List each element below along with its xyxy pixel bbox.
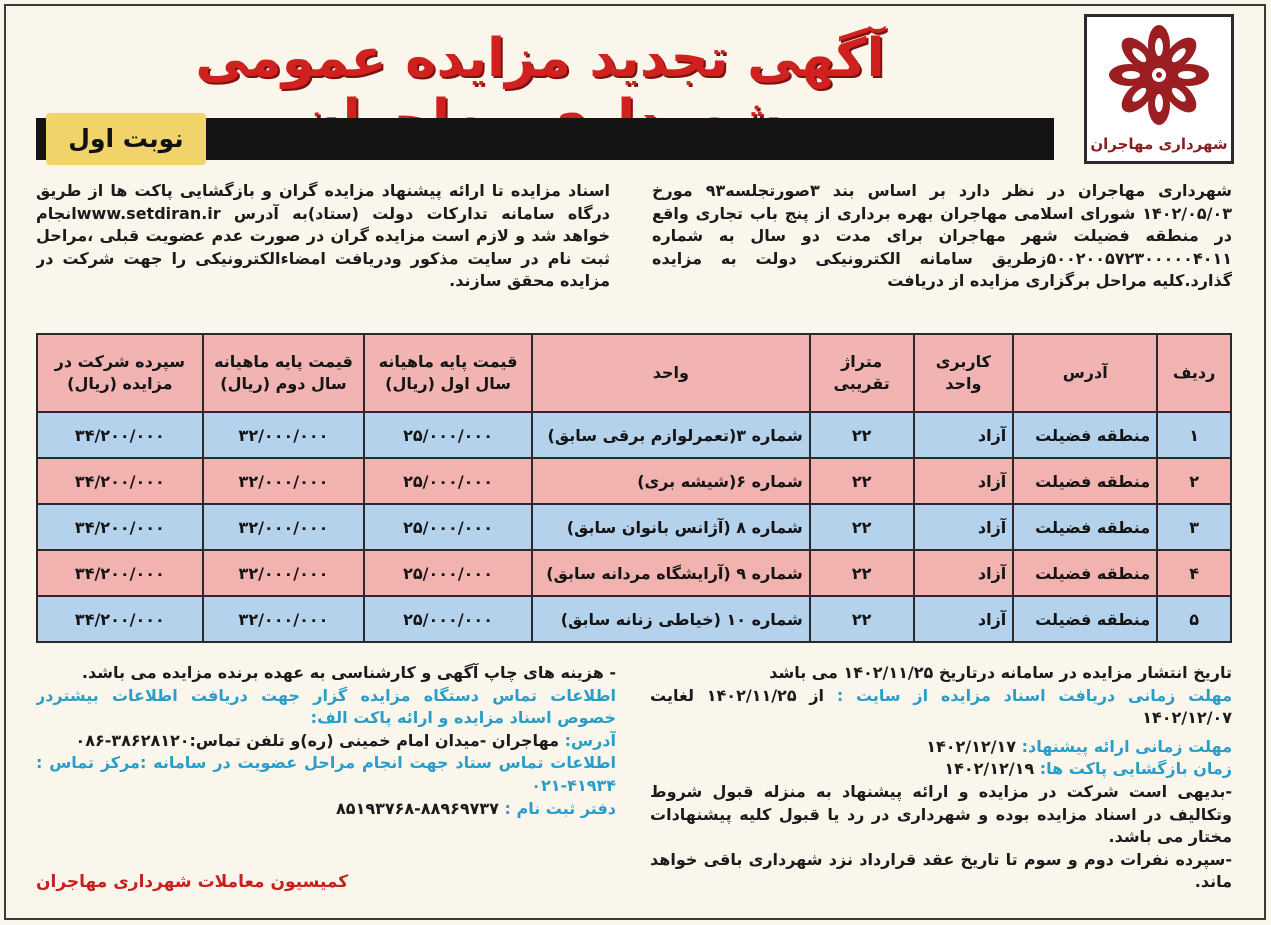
cell-area: ۲۲ xyxy=(810,412,914,458)
header-row-number: ردیف xyxy=(1157,334,1231,412)
cell-price-year2: ۳۲/۰۰۰/۰۰۰ xyxy=(203,458,365,504)
cell-price-year1: ۲۵/۰۰۰/۰۰۰ xyxy=(364,412,532,458)
cell-price-year2: ۳۲/۰۰۰/۰۰۰ xyxy=(203,412,365,458)
cell-price-year2: ۳۲/۰۰۰/۰۰۰ xyxy=(203,504,365,550)
table-header-row xyxy=(37,334,1231,412)
cell-price-year1: ۲۵/۰۰۰/۰۰۰ xyxy=(364,458,532,504)
cell-price-year1: ۲۵/۰۰۰/۰۰۰ xyxy=(364,550,532,596)
cell-unit: شماره ۹ (آرایشگاه مردانه سابق) xyxy=(532,550,810,596)
table-row xyxy=(37,412,1231,458)
cell-address: منطقه فضیلت xyxy=(1013,458,1157,504)
header-unit: واحد xyxy=(532,334,810,412)
cell-area: ۲۲ xyxy=(810,596,914,642)
logo-text: شهرداری مهاجران xyxy=(1090,135,1228,153)
cell-address: منطقه فضیلت xyxy=(1013,596,1157,642)
table-row xyxy=(37,458,1231,504)
round-badge: نوبت اول xyxy=(46,113,206,165)
cell-row-number: ۲ xyxy=(1157,458,1231,504)
cell-unit: شماره ۸ (آژانس بانوان سابق) xyxy=(532,504,810,550)
page-title: آگهی تجدید مزایده عمومی xyxy=(195,28,885,89)
setad-contact: اطلاعات تماس ستاد جهت انجام مراحل عضویت در سامانه :مرکز تماس : ۴۱۹۳۴-۰۲۱ xyxy=(36,753,616,795)
cell-unit: شماره ۳(تعمرلوازم برقی سابق) xyxy=(532,412,810,458)
cell-row-number: ۴ xyxy=(1157,550,1231,596)
header-deposit: سپرده شرکت در مزایده (ریال) xyxy=(37,334,203,412)
cell-unit: شماره ۶(شیشه بری) xyxy=(532,458,810,504)
cell-price-year2: ۳۲/۰۰۰/۰۰۰ xyxy=(203,596,365,642)
opening-date-value: ۱۴۰۲/۱۲/۱۹ xyxy=(944,759,1035,779)
cell-deposit: ۳۴/۲۰۰/۰۰۰ xyxy=(37,412,203,458)
cell-price-year2: ۳۲/۰۰۰/۰۰۰ xyxy=(203,550,365,596)
opening-date-label: زمان بازگشایی پاکت ها: xyxy=(1039,759,1232,779)
municipality-logo xyxy=(1084,14,1234,164)
auction-table xyxy=(36,333,1232,643)
table-row xyxy=(37,504,1231,550)
cell-use: آزاد xyxy=(914,504,1014,550)
address-value: مهاجران -میدان امام خمینی (ره)و تلفن تماس:۳۸۶۲۸۱۲۰-۰۸۶ xyxy=(75,730,560,750)
flower-emblem-icon xyxy=(1107,23,1211,127)
intro-paragraph-right: شهرداری مهاجران در نظر دارد بر اساس بند ۳صورتجلسه۹۳ مورخ ۱۴۰۲/۰۵/۰۳ شورای اسلامی مهاجران بهره برداری از پنج باب تجاری واقع در منطقه فضیلت شهر مهاجران برای مدت دو سال به شماره ۵۰۰۲۰۰۵۷۲۳۰۰۰۰۰۴۰۱۱زطریق سامانه الکترونیکی دولت به مزایده گذارد.کلیه مراحل برگزاری مزایده از دریافت xyxy=(652,181,1232,290)
table-row xyxy=(37,596,1231,642)
cell-use: آزاد xyxy=(914,596,1014,642)
signature: کمیسیون معاملات شهرداری مهاجران xyxy=(36,872,349,892)
costs-note: - هزینه های چاپ آگهی و کارشناسی به عهده برنده مزایده می باشد. xyxy=(81,663,616,682)
cell-address: منطقه فضیلت xyxy=(1013,550,1157,596)
offer-deadline-value: ۱۴۰۲/۱۲/۱۷ xyxy=(926,736,1017,756)
cell-price-year1: ۲۵/۰۰۰/۰۰۰ xyxy=(364,504,532,550)
cell-deposit: ۳۴/۲۰۰/۰۰۰ xyxy=(37,458,203,504)
cell-use: آزاد xyxy=(914,458,1014,504)
cell-deposit: ۳۴/۲۰۰/۰۰۰ xyxy=(37,550,203,596)
cell-row-number: ۳ xyxy=(1157,504,1231,550)
cell-use: آزاد xyxy=(914,550,1014,596)
header-price-year1: قیمت پایه ماهیانه سال اول (ریال) xyxy=(364,334,532,412)
docs-deadline-label: مهلت زمانی دریافت اسناد مزایده از سایت : xyxy=(836,685,1232,705)
docs-deadline-value: از ۱۴۰۲/۱۱/۲۵ لغایت ۱۴۰۲/۱۲/۰۷ xyxy=(650,685,1232,728)
cell-deposit: ۳۴/۲۰۰/۰۰۰ xyxy=(37,596,203,642)
publish-date-text: تاریخ انتشار مزایده در سامانه درتاریخ ۱۴۰۲/۱۱/۲۵ می باشد xyxy=(769,663,1232,682)
registry-value: ۸۸۹۶۹۷۳۷-۸۵۱۹۳۷۶۸ xyxy=(336,798,499,818)
cell-address: منطقه فضیلت xyxy=(1013,504,1157,550)
cell-use: آزاد xyxy=(914,412,1014,458)
address-label: آدرس: xyxy=(564,730,616,750)
contact-heading: اطلاعات تماس دستگاه مزایده گزار جهت دریافت اطلاعات بیشتردر خصوص اسناد مزایده و ارائه پاکت الف: xyxy=(36,685,616,728)
cell-address: منطقه فضیلت xyxy=(1013,412,1157,458)
contact-section xyxy=(36,662,616,902)
deposit-note: -سپرده نفرات دوم و سوم تا تاریخ عقد قرارداد نزد شهرداری باقی خواهد ماند. xyxy=(650,849,1232,892)
cell-row-number: ۵ xyxy=(1157,596,1231,642)
header-area: متراژ تقریبی xyxy=(810,334,914,412)
header-address: آدرس xyxy=(1013,334,1157,412)
intro-paragraph-left: اسناد مزایده تا ارائه پیشنهاد مزایده گران و بازگشایی پاکت ها از طریق درگاه سامانه تدارکات دولت (ستاد)به آدرس www.setdiran.irانجام خواهد شد و لازم است مزایده گران در صورت عدم عضویت قبلی ،مراحل ثبت نام در سایت مذکور ودریافت امضاءالکترونیکی را جهت شرکت در مزایده محقق سازند. xyxy=(36,181,610,290)
registry-label: دفتر ثبت نام : xyxy=(504,798,616,818)
cell-area: ۲۲ xyxy=(810,458,914,504)
cell-area: ۲۲ xyxy=(810,550,914,596)
cell-unit: شماره ۱۰ (خیاطی زنانه سابق) xyxy=(532,596,810,642)
header-use: کاربری واحد xyxy=(914,334,1014,412)
cell-area: ۲۲ xyxy=(810,504,914,550)
schedule-section xyxy=(650,662,1232,902)
header-price-year2: قیمت پایه ماهیانه سال دوم (ریال) xyxy=(203,334,365,412)
cell-deposit: ۳۴/۲۰۰/۰۰۰ xyxy=(37,504,203,550)
offer-deadline-label: مهلت زمانی ارائه پیشنهاد: xyxy=(1021,736,1232,756)
table-row xyxy=(37,550,1231,596)
cell-price-year1: ۲۵/۰۰۰/۰۰۰ xyxy=(364,596,532,642)
conditions-note: -بدیهی است شرکت در مزایده و ارائه پیشنهاد به منزله قبول شروط وتکالیف در اسناد مزایده بوده و شهرداری در رد یا قبول کلیه پیشنهادات مختار می باشد. xyxy=(650,781,1232,847)
cell-row-number: ۱ xyxy=(1157,412,1231,458)
